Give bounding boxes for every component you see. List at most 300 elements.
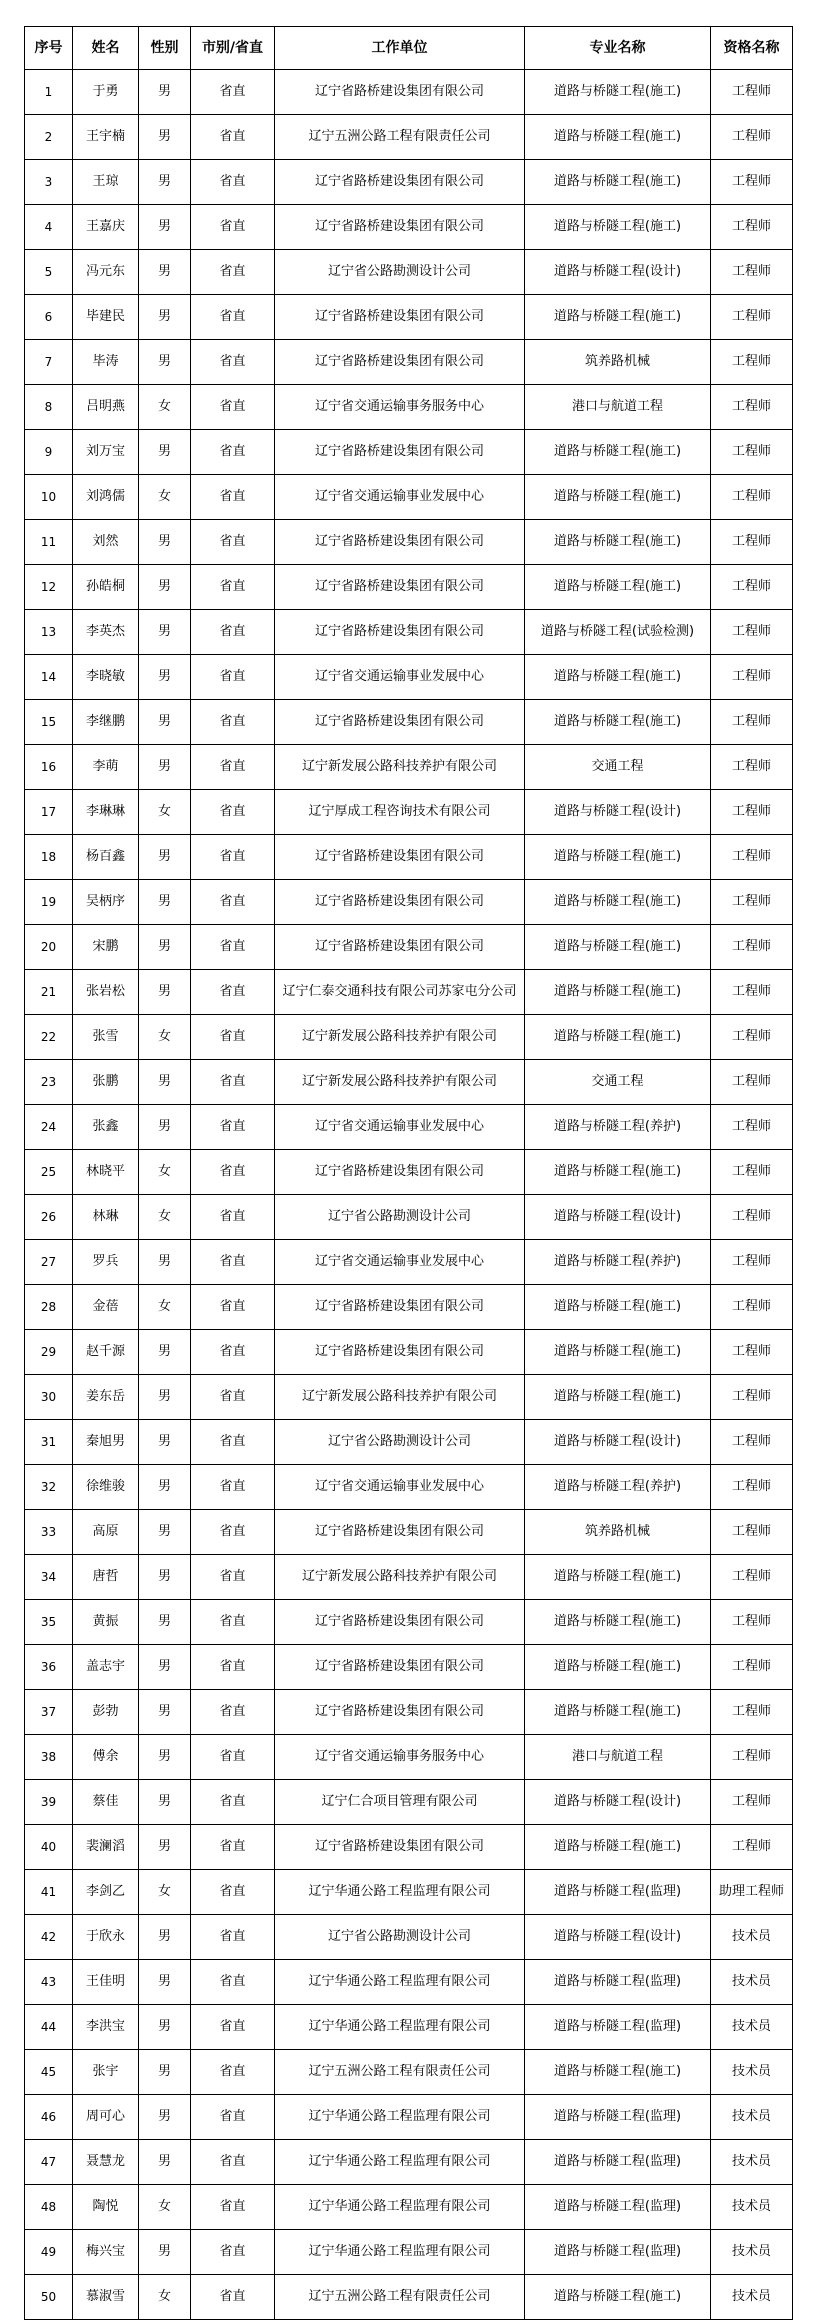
employer-cell: 辽宁新发展公路科技养护有限公司 bbox=[275, 1555, 525, 1600]
specialty-cell: 道路与桥隧工程(施工) bbox=[525, 1330, 711, 1375]
table-row bbox=[25, 745, 793, 790]
region-cell: 省直 bbox=[191, 1465, 275, 1510]
name-cell: 王宇楠 bbox=[73, 115, 139, 160]
employer-cell: 辽宁五洲公路工程有限责任公司 bbox=[275, 2275, 525, 2320]
gender-cell: 女 bbox=[139, 385, 191, 430]
gender-cell: 男 bbox=[139, 1555, 191, 1600]
region-cell: 省直 bbox=[191, 610, 275, 655]
table-row bbox=[25, 1915, 793, 1960]
specialty-cell: 道路与桥隧工程(施工) bbox=[525, 1285, 711, 1330]
qualification-cell: 工程师 bbox=[711, 1015, 793, 1060]
qualification-cell: 工程师 bbox=[711, 1735, 793, 1780]
header-employer: 工作单位 bbox=[275, 27, 525, 70]
employer-cell: 辽宁省路桥建设集团有限公司 bbox=[275, 340, 525, 385]
specialty-cell: 筑养路机械 bbox=[525, 1510, 711, 1555]
gender-cell: 男 bbox=[139, 2050, 191, 2095]
table-row bbox=[25, 295, 793, 340]
qualification-cell: 技术员 bbox=[711, 2005, 793, 2050]
seq-cell: 40 bbox=[25, 1825, 73, 1870]
qualification-cell: 工程师 bbox=[711, 1825, 793, 1870]
qualification-cell: 工程师 bbox=[711, 205, 793, 250]
specialty-cell: 港口与航道工程 bbox=[525, 385, 711, 430]
specialty-cell: 道路与桥隧工程(施工) bbox=[525, 2050, 711, 2095]
seq-cell: 1 bbox=[25, 70, 73, 115]
gender-cell: 男 bbox=[139, 1510, 191, 1555]
region-cell: 省直 bbox=[191, 2140, 275, 2185]
seq-cell: 44 bbox=[25, 2005, 73, 2050]
table-row bbox=[25, 925, 793, 970]
specialty-cell: 道路与桥隧工程(施工) bbox=[525, 1555, 711, 1600]
table-row bbox=[25, 1240, 793, 1285]
gender-cell: 女 bbox=[139, 790, 191, 835]
seq-cell: 22 bbox=[25, 1015, 73, 1060]
seq-cell: 9 bbox=[25, 430, 73, 475]
name-cell: 林晓平 bbox=[73, 1150, 139, 1195]
qualification-cell: 工程师 bbox=[711, 1465, 793, 1510]
gender-cell: 女 bbox=[139, 1285, 191, 1330]
table-row bbox=[25, 970, 793, 1015]
table-row bbox=[25, 1330, 793, 1375]
seq-cell: 49 bbox=[25, 2230, 73, 2275]
region-cell: 省直 bbox=[191, 1105, 275, 1150]
specialty-cell: 道路与桥隧工程(施工) bbox=[525, 1825, 711, 1870]
seq-cell: 34 bbox=[25, 1555, 73, 1600]
region-cell: 省直 bbox=[191, 475, 275, 520]
table-row bbox=[25, 340, 793, 385]
gender-cell: 男 bbox=[139, 610, 191, 655]
table-row bbox=[25, 520, 793, 565]
gender-cell: 男 bbox=[139, 115, 191, 160]
table-row bbox=[25, 1465, 793, 1510]
name-cell: 刘万宝 bbox=[73, 430, 139, 475]
specialty-cell: 道路与桥隧工程(施工) bbox=[525, 1015, 711, 1060]
qualification-cell: 工程师 bbox=[711, 1420, 793, 1465]
region-cell: 省直 bbox=[191, 1555, 275, 1600]
qualification-cell: 工程师 bbox=[711, 1690, 793, 1735]
specialty-cell: 道路与桥隧工程(施工) bbox=[525, 160, 711, 205]
employer-cell: 辽宁省路桥建设集团有限公司 bbox=[275, 835, 525, 880]
gender-cell: 男 bbox=[139, 1735, 191, 1780]
qualification-cell: 工程师 bbox=[711, 610, 793, 655]
table-header-row bbox=[25, 27, 793, 70]
employer-cell: 辽宁省路桥建设集团有限公司 bbox=[275, 1825, 525, 1870]
table-row bbox=[25, 1825, 793, 1870]
region-cell: 省直 bbox=[191, 295, 275, 340]
name-cell: 王嘉庆 bbox=[73, 205, 139, 250]
employer-cell: 辽宁省路桥建设集团有限公司 bbox=[275, 520, 525, 565]
gender-cell: 男 bbox=[139, 1960, 191, 2005]
qualification-cell: 工程师 bbox=[711, 1105, 793, 1150]
seq-cell: 4 bbox=[25, 205, 73, 250]
name-cell: 李剑乙 bbox=[73, 1870, 139, 1915]
specialty-cell: 道路与桥隧工程(施工) bbox=[525, 700, 711, 745]
employer-cell: 辽宁省路桥建设集团有限公司 bbox=[275, 1285, 525, 1330]
gender-cell: 男 bbox=[139, 1465, 191, 1510]
specialty-cell: 道路与桥隧工程(施工) bbox=[525, 1645, 711, 1690]
seq-cell: 28 bbox=[25, 1285, 73, 1330]
name-cell: 吕明燕 bbox=[73, 385, 139, 430]
employer-cell: 辽宁省公路勘测设计公司 bbox=[275, 250, 525, 295]
region-cell: 省直 bbox=[191, 70, 275, 115]
specialty-cell: 道路与桥隧工程(施工) bbox=[525, 835, 711, 880]
region-cell: 省直 bbox=[191, 655, 275, 700]
region-cell: 省直 bbox=[191, 1060, 275, 1105]
employer-cell: 辽宁华通公路工程监理有限公司 bbox=[275, 2185, 525, 2230]
qualification-cell: 技术员 bbox=[711, 2275, 793, 2320]
table-row bbox=[25, 1060, 793, 1105]
specialty-cell: 港口与航道工程 bbox=[525, 1735, 711, 1780]
qualification-cell: 工程师 bbox=[711, 70, 793, 115]
employer-cell: 辽宁省路桥建设集团有限公司 bbox=[275, 1690, 525, 1735]
employer-cell: 辽宁仁泰交通科技有限公司苏家屯分公司 bbox=[275, 970, 525, 1015]
region-cell: 省直 bbox=[191, 520, 275, 565]
qualification-cell: 技术员 bbox=[711, 2230, 793, 2275]
specialty-cell: 道路与桥隧工程(养护) bbox=[525, 1465, 711, 1510]
region-cell: 省直 bbox=[191, 340, 275, 385]
region-cell: 省直 bbox=[191, 1285, 275, 1330]
name-cell: 梅兴宝 bbox=[73, 2230, 139, 2275]
seq-cell: 47 bbox=[25, 2140, 73, 2185]
name-cell: 赵千源 bbox=[73, 1330, 139, 1375]
name-cell: 王琼 bbox=[73, 160, 139, 205]
seq-cell: 32 bbox=[25, 1465, 73, 1510]
gender-cell: 女 bbox=[139, 1015, 191, 1060]
gender-cell: 男 bbox=[139, 295, 191, 340]
region-cell: 省直 bbox=[191, 745, 275, 790]
gender-cell: 男 bbox=[139, 1420, 191, 1465]
header-region: 市别/省直 bbox=[191, 27, 275, 70]
specialty-cell: 筑养路机械 bbox=[525, 340, 711, 385]
qualification-cell: 工程师 bbox=[711, 1285, 793, 1330]
gender-cell: 男 bbox=[139, 430, 191, 475]
name-cell: 金蓓 bbox=[73, 1285, 139, 1330]
name-cell: 傅余 bbox=[73, 1735, 139, 1780]
qualification-cell: 工程师 bbox=[711, 1330, 793, 1375]
specialty-cell: 交通工程 bbox=[525, 1060, 711, 1105]
header-qualification: 资格名称 bbox=[711, 27, 793, 70]
gender-cell: 男 bbox=[139, 340, 191, 385]
name-cell: 慕淑雪 bbox=[73, 2275, 139, 2320]
name-cell: 蔡佳 bbox=[73, 1780, 139, 1825]
gender-cell: 女 bbox=[139, 475, 191, 520]
specialty-cell: 道路与桥隧工程(施工) bbox=[525, 655, 711, 700]
employer-cell: 辽宁省交通运输事务服务中心 bbox=[275, 385, 525, 430]
table-row bbox=[25, 1510, 793, 1555]
seq-cell: 27 bbox=[25, 1240, 73, 1285]
table-row bbox=[25, 835, 793, 880]
name-cell: 姜东岳 bbox=[73, 1375, 139, 1420]
qualification-cell: 工程师 bbox=[711, 1645, 793, 1690]
name-cell: 聂慧龙 bbox=[73, 2140, 139, 2185]
employer-cell: 辽宁五洲公路工程有限责任公司 bbox=[275, 115, 525, 160]
qualification-cell: 技术员 bbox=[711, 2140, 793, 2185]
specialty-cell: 道路与桥隧工程(施工) bbox=[525, 520, 711, 565]
seq-cell: 43 bbox=[25, 1960, 73, 2005]
specialty-cell: 道路与桥隧工程(设计) bbox=[525, 1780, 711, 1825]
specialty-cell: 道路与桥隧工程(设计) bbox=[525, 790, 711, 835]
name-cell: 罗兵 bbox=[73, 1240, 139, 1285]
region-cell: 省直 bbox=[191, 1420, 275, 1465]
qualification-cell: 工程师 bbox=[711, 835, 793, 880]
table-row bbox=[25, 160, 793, 205]
specialty-cell: 道路与桥隧工程(设计) bbox=[525, 1195, 711, 1240]
region-cell: 省直 bbox=[191, 2005, 275, 2050]
name-cell: 张鑫 bbox=[73, 1105, 139, 1150]
region-cell: 省直 bbox=[191, 2230, 275, 2275]
qualification-cell: 工程师 bbox=[711, 970, 793, 1015]
name-cell: 徐维骏 bbox=[73, 1465, 139, 1510]
name-cell: 李继鹏 bbox=[73, 700, 139, 745]
name-cell: 宋鹏 bbox=[73, 925, 139, 970]
gender-cell: 男 bbox=[139, 205, 191, 250]
region-cell: 省直 bbox=[191, 1780, 275, 1825]
table-row bbox=[25, 2230, 793, 2275]
table-row bbox=[25, 2185, 793, 2230]
region-cell: 省直 bbox=[191, 790, 275, 835]
seq-cell: 12 bbox=[25, 565, 73, 610]
seq-cell: 21 bbox=[25, 970, 73, 1015]
region-cell: 省直 bbox=[191, 880, 275, 925]
seq-cell: 24 bbox=[25, 1105, 73, 1150]
specialty-cell: 交通工程 bbox=[525, 745, 711, 790]
employer-cell: 辽宁省交通运输事业发展中心 bbox=[275, 1105, 525, 1150]
specialty-cell: 道路与桥隧工程(养护) bbox=[525, 1240, 711, 1285]
name-cell: 于勇 bbox=[73, 70, 139, 115]
gender-cell: 男 bbox=[139, 1600, 191, 1645]
table-row bbox=[25, 385, 793, 430]
table-row bbox=[25, 70, 793, 115]
gender-cell: 女 bbox=[139, 1870, 191, 1915]
qualification-cell: 工程师 bbox=[711, 115, 793, 160]
specialty-cell: 道路与桥隧工程(施工) bbox=[525, 70, 711, 115]
gender-cell: 男 bbox=[139, 655, 191, 700]
table-body bbox=[25, 70, 793, 2320]
name-cell: 李晓敏 bbox=[73, 655, 139, 700]
name-cell: 李洪宝 bbox=[73, 2005, 139, 2050]
header-specialty: 专业名称 bbox=[525, 27, 711, 70]
name-cell: 盖志宇 bbox=[73, 1645, 139, 1690]
gender-cell: 女 bbox=[139, 2185, 191, 2230]
specialty-cell: 道路与桥隧工程(监理) bbox=[525, 2230, 711, 2275]
employer-cell: 辽宁省交通运输事务服务中心 bbox=[275, 1735, 525, 1780]
table-row bbox=[25, 1375, 793, 1420]
region-cell: 省直 bbox=[191, 250, 275, 295]
table-row bbox=[25, 1960, 793, 2005]
table-row bbox=[25, 700, 793, 745]
region-cell: 省直 bbox=[191, 1375, 275, 1420]
gender-cell: 男 bbox=[139, 745, 191, 790]
employer-cell: 辽宁省路桥建设集团有限公司 bbox=[275, 1510, 525, 1555]
qualification-cell: 工程师 bbox=[711, 1375, 793, 1420]
region-cell: 省直 bbox=[191, 1150, 275, 1195]
qualification-cell: 工程师 bbox=[711, 565, 793, 610]
specialty-cell: 道路与桥隧工程(监理) bbox=[525, 2140, 711, 2185]
employer-cell: 辽宁华通公路工程监理有限公司 bbox=[275, 2005, 525, 2050]
gender-cell: 男 bbox=[139, 2005, 191, 2050]
employer-cell: 辽宁省路桥建设集团有限公司 bbox=[275, 700, 525, 745]
table-row bbox=[25, 1600, 793, 1645]
gender-cell: 男 bbox=[139, 2095, 191, 2140]
seq-cell: 36 bbox=[25, 1645, 73, 1690]
seq-cell: 19 bbox=[25, 880, 73, 925]
gender-cell: 男 bbox=[139, 1330, 191, 1375]
seq-cell: 41 bbox=[25, 1870, 73, 1915]
qualification-cell: 工程师 bbox=[711, 340, 793, 385]
gender-cell: 男 bbox=[139, 1375, 191, 1420]
table-row bbox=[25, 610, 793, 655]
seq-cell: 33 bbox=[25, 1510, 73, 1555]
employer-cell: 辽宁省路桥建设集团有限公司 bbox=[275, 925, 525, 970]
name-cell: 彭勃 bbox=[73, 1690, 139, 1735]
seq-cell: 35 bbox=[25, 1600, 73, 1645]
qualification-cell: 技术员 bbox=[711, 1960, 793, 2005]
gender-cell: 男 bbox=[139, 1060, 191, 1105]
employer-cell: 辽宁省路桥建设集团有限公司 bbox=[275, 205, 525, 250]
gender-cell: 男 bbox=[139, 880, 191, 925]
employer-cell: 辽宁省公路勘测设计公司 bbox=[275, 1915, 525, 1960]
region-cell: 省直 bbox=[191, 2095, 275, 2140]
employer-cell: 辽宁华通公路工程监理有限公司 bbox=[275, 2095, 525, 2140]
specialty-cell: 道路与桥隧工程(设计) bbox=[525, 250, 711, 295]
seq-cell: 13 bbox=[25, 610, 73, 655]
region-cell: 省直 bbox=[191, 115, 275, 160]
qualification-cell: 工程师 bbox=[711, 250, 793, 295]
gender-cell: 男 bbox=[139, 2230, 191, 2275]
gender-cell: 男 bbox=[139, 970, 191, 1015]
region-cell: 省直 bbox=[191, 925, 275, 970]
specialty-cell: 道路与桥隧工程(施工) bbox=[525, 1150, 711, 1195]
qualification-cell: 工程师 bbox=[711, 880, 793, 925]
qualification-cell: 工程师 bbox=[711, 520, 793, 565]
name-cell: 高原 bbox=[73, 1510, 139, 1555]
seq-cell: 17 bbox=[25, 790, 73, 835]
employer-cell: 辽宁省公路勘测设计公司 bbox=[275, 1195, 525, 1240]
name-cell: 李英杰 bbox=[73, 610, 139, 655]
table-row bbox=[25, 2140, 793, 2185]
qualification-cell: 工程师 bbox=[711, 700, 793, 745]
name-cell: 于欣永 bbox=[73, 1915, 139, 1960]
employer-cell: 辽宁省路桥建设集团有限公司 bbox=[275, 70, 525, 115]
table-row bbox=[25, 1285, 793, 1330]
specialty-cell: 道路与桥隧工程(施工) bbox=[525, 475, 711, 520]
employer-cell: 辽宁省路桥建设集团有限公司 bbox=[275, 1645, 525, 1690]
qualification-cell: 工程师 bbox=[711, 295, 793, 340]
region-cell: 省直 bbox=[191, 1645, 275, 1690]
region-cell: 省直 bbox=[191, 1510, 275, 1555]
gender-cell: 男 bbox=[139, 1780, 191, 1825]
region-cell: 省直 bbox=[191, 1330, 275, 1375]
table-row bbox=[25, 2275, 793, 2320]
table-row bbox=[25, 1870, 793, 1915]
specialty-cell: 道路与桥隧工程(设计) bbox=[525, 1915, 711, 1960]
region-cell: 省直 bbox=[191, 430, 275, 475]
gender-cell: 男 bbox=[139, 835, 191, 880]
header-gender: 性别 bbox=[139, 27, 191, 70]
header-seq: 序号 bbox=[25, 27, 73, 70]
employer-cell: 辽宁省路桥建设集团有限公司 bbox=[275, 1150, 525, 1195]
region-cell: 省直 bbox=[191, 1015, 275, 1060]
region-cell: 省直 bbox=[191, 700, 275, 745]
qualification-cell: 技术员 bbox=[711, 1915, 793, 1960]
specialty-cell: 道路与桥隧工程(施工) bbox=[525, 2275, 711, 2320]
name-cell: 刘然 bbox=[73, 520, 139, 565]
gender-cell: 男 bbox=[139, 1645, 191, 1690]
gender-cell: 男 bbox=[139, 1240, 191, 1285]
specialty-cell: 道路与桥隧工程(施工) bbox=[525, 205, 711, 250]
name-cell: 林琳 bbox=[73, 1195, 139, 1240]
name-cell: 裴澜滔 bbox=[73, 1825, 139, 1870]
qualification-cell: 工程师 bbox=[711, 475, 793, 520]
employer-cell: 辽宁省交通运输事业发展中心 bbox=[275, 1465, 525, 1510]
seq-cell: 2 bbox=[25, 115, 73, 160]
table-row bbox=[25, 2005, 793, 2050]
gender-cell: 男 bbox=[139, 565, 191, 610]
gender-cell: 男 bbox=[139, 700, 191, 745]
qualification-cell: 工程师 bbox=[711, 160, 793, 205]
name-cell: 张岩松 bbox=[73, 970, 139, 1015]
employer-cell: 辽宁华通公路工程监理有限公司 bbox=[275, 1870, 525, 1915]
header-name: 姓名 bbox=[73, 27, 139, 70]
seq-cell: 29 bbox=[25, 1330, 73, 1375]
name-cell: 唐哲 bbox=[73, 1555, 139, 1600]
specialty-cell: 道路与桥隧工程(施工) bbox=[525, 565, 711, 610]
employer-cell: 辽宁仁合项目管理有限公司 bbox=[275, 1780, 525, 1825]
employer-cell: 辽宁新发展公路科技养护有限公司 bbox=[275, 745, 525, 790]
region-cell: 省直 bbox=[191, 835, 275, 880]
table-row bbox=[25, 1735, 793, 1780]
employer-cell: 辽宁华通公路工程监理有限公司 bbox=[275, 2140, 525, 2185]
specialty-cell: 道路与桥隧工程(养护) bbox=[525, 1105, 711, 1150]
table-row bbox=[25, 2050, 793, 2095]
seq-cell: 37 bbox=[25, 1690, 73, 1735]
gender-cell: 男 bbox=[139, 1690, 191, 1735]
region-cell: 省直 bbox=[191, 565, 275, 610]
employer-cell: 辽宁省路桥建设集团有限公司 bbox=[275, 1330, 525, 1375]
table-row bbox=[25, 1420, 793, 1465]
specialty-cell: 道路与桥隧工程(施工) bbox=[525, 970, 711, 1015]
seq-cell: 3 bbox=[25, 160, 73, 205]
specialty-cell: 道路与桥隧工程(施工) bbox=[525, 925, 711, 970]
specialty-cell: 道路与桥隧工程(设计) bbox=[525, 1420, 711, 1465]
employer-cell: 辽宁华通公路工程监理有限公司 bbox=[275, 1960, 525, 2005]
employer-cell: 辽宁新发展公路科技养护有限公司 bbox=[275, 1015, 525, 1060]
region-cell: 省直 bbox=[191, 1690, 275, 1735]
seq-cell: 8 bbox=[25, 385, 73, 430]
name-cell: 秦旭男 bbox=[73, 1420, 139, 1465]
name-cell: 毕涛 bbox=[73, 340, 139, 385]
seq-cell: 30 bbox=[25, 1375, 73, 1420]
seq-cell: 5 bbox=[25, 250, 73, 295]
specialty-cell: 道路与桥隧工程(施工) bbox=[525, 880, 711, 925]
qualification-cell: 技术员 bbox=[711, 2185, 793, 2230]
employer-cell: 辽宁省路桥建设集团有限公司 bbox=[275, 1600, 525, 1645]
region-cell: 省直 bbox=[191, 1735, 275, 1780]
name-cell: 周可心 bbox=[73, 2095, 139, 2140]
qualification-cell: 工程师 bbox=[711, 1555, 793, 1600]
specialty-cell: 道路与桥隧工程(监理) bbox=[525, 1870, 711, 1915]
gender-cell: 男 bbox=[139, 520, 191, 565]
table-row bbox=[25, 205, 793, 250]
gender-cell: 男 bbox=[139, 1915, 191, 1960]
name-cell: 杨百鑫 bbox=[73, 835, 139, 880]
gender-cell: 男 bbox=[139, 1105, 191, 1150]
employer-cell: 辽宁厚成工程咨询技术有限公司 bbox=[275, 790, 525, 835]
region-cell: 省直 bbox=[191, 1240, 275, 1285]
employer-cell: 辽宁省交通运输事业发展中心 bbox=[275, 475, 525, 520]
seq-cell: 14 bbox=[25, 655, 73, 700]
region-cell: 省直 bbox=[191, 1825, 275, 1870]
seq-cell: 39 bbox=[25, 1780, 73, 1825]
